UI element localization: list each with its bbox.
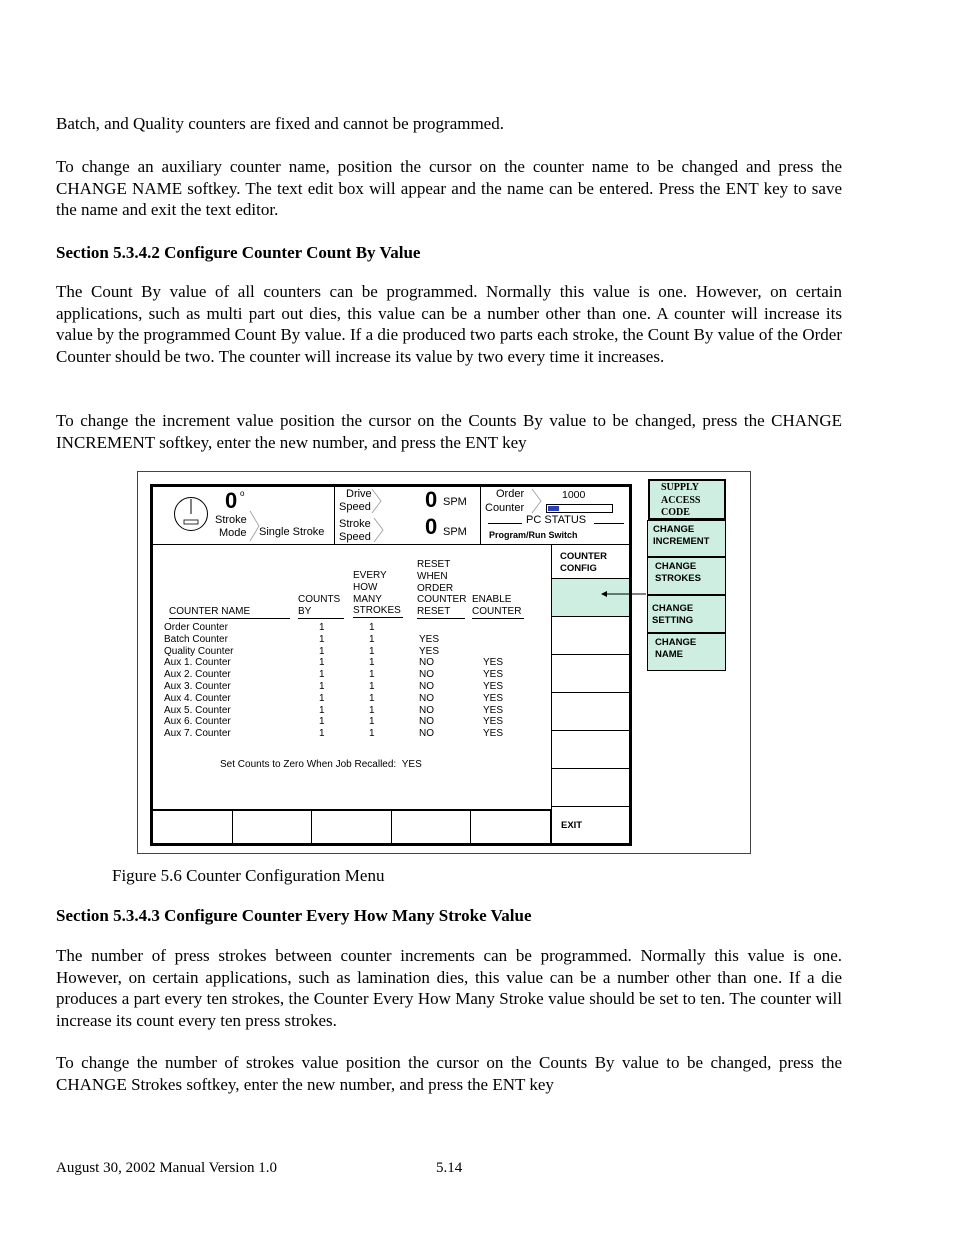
- supply-access-code-button[interactable]: [648, 479, 726, 520]
- table-cell-every: 1: [369, 728, 375, 740]
- table-cell-by: 1: [319, 692, 325, 704]
- change-name-button[interactable]: [647, 633, 726, 671]
- status-bar: [153, 487, 629, 545]
- order-progress-fill: [548, 506, 559, 511]
- table-cell-reset: NO: [419, 704, 434, 716]
- column-header-text: WHEN: [417, 570, 448, 582]
- table-cell-name[interactable]: Aux 1. Counter: [164, 657, 231, 669]
- section-heading-count-by: Section 5.3.4.2 Configure Counter Count By Value: [56, 243, 421, 262]
- table-cell-name[interactable]: Quality Counter: [164, 645, 234, 657]
- table-cell-enable: YES: [483, 728, 504, 740]
- stroke-speed-chevron: [373, 517, 385, 543]
- drive-speed-value: 0: [425, 487, 438, 512]
- table-cell-by: 1: [319, 716, 325, 728]
- drive-speed-label-2: Speed: [339, 501, 371, 513]
- table-cell-by: 1: [319, 669, 325, 681]
- table-row[interactable]: [153, 728, 551, 740]
- table-cell-by: 1: [319, 645, 325, 657]
- column-header-text: RESET: [417, 606, 451, 618]
- table-cell-every: 1: [369, 681, 375, 692]
- counter-config-title: [560, 551, 607, 574]
- table-cell-enable: YES: [483, 681, 504, 692]
- bottom-softkey-4[interactable]: [392, 811, 471, 843]
- table-cell-reset: NO: [419, 716, 434, 728]
- bottom-softkey-1[interactable]: [153, 811, 233, 843]
- table-cell-reset: NO: [419, 681, 434, 692]
- stroke-mode-label-1: Stroke: [215, 514, 247, 526]
- table-cell-by: 1: [319, 704, 325, 716]
- table-row[interactable]: [153, 716, 551, 728]
- crank-angle-value: 0: [225, 488, 238, 513]
- table-cell-every: 1: [369, 692, 375, 704]
- counter-config-title-line: COUNTER: [560, 551, 607, 562]
- column-header-text: COUNTER: [417, 594, 467, 606]
- drive-speed-label-1: Drive: [346, 488, 372, 500]
- figure-caption: Figure 5.6 Counter Configuration Menu: [112, 866, 385, 885]
- bottom-softkey-3[interactable]: [312, 811, 392, 843]
- stroke-mode-value[interactable]: Single Stroke: [259, 526, 325, 538]
- table-cell-enable: YES: [483, 704, 504, 716]
- table-cell-every: 1: [369, 657, 375, 669]
- order-counter-label-2: Counter: [485, 502, 525, 514]
- table-row[interactable]: [153, 705, 551, 717]
- table-cell-reset: NO: [419, 728, 434, 740]
- column-header-text: MANY: [353, 593, 382, 605]
- table-row[interactable]: [153, 657, 551, 669]
- table-cell-enable: YES: [483, 716, 504, 728]
- stroke-speed-value: 0: [425, 514, 438, 539]
- table-cell-every: 1: [369, 669, 375, 681]
- set-counts-value[interactable]: YES: [401, 759, 422, 770]
- softkey-label: ACCESS: [661, 494, 701, 506]
- softkey-label: STROKES: [655, 573, 701, 584]
- table-cell-name[interactable]: Batch Counter: [164, 633, 228, 645]
- pc-status-label: PC STATUS: [526, 514, 587, 526]
- stroke-speed-unit: SPM: [443, 526, 467, 538]
- table-cell-enable: YES: [483, 657, 504, 669]
- table-row[interactable]: [153, 622, 551, 634]
- drive-speed-chevron: [371, 488, 383, 514]
- order-counter-label-1: Order: [496, 488, 525, 500]
- table-cell-by: 1: [319, 633, 325, 645]
- column-header-text: HOW: [353, 581, 378, 593]
- crank-angle-unit: o: [240, 489, 245, 498]
- softkey-label: NAME: [655, 649, 683, 660]
- paragraph-count-by: The Count By value of all counters can be programmed. Normally this value is one. However, on certain applications, such as multi part out dies, this value can be a number other than one. A counter will increase its value by the programmed Count By value. If a die produced two parts each stroke, the Count By value of the Order Counter should be two. The counter will increase its value by two every time it increases.: [56, 282, 842, 366]
- stroke-speed-label-2: Speed: [339, 531, 371, 543]
- crank-dial-icon: [173, 496, 209, 532]
- column-header-reset: [417, 559, 465, 619]
- table-cell-name[interactable]: Aux 6. Counter: [164, 716, 231, 728]
- change-setting-button[interactable]: [647, 595, 726, 633]
- stroke-mode-label-2: Mode: [219, 527, 247, 539]
- order-counter-chevron: [531, 488, 543, 514]
- table-row[interactable]: [153, 646, 551, 658]
- table-cell-name[interactable]: Aux 5. Counter: [164, 704, 231, 716]
- pc-status-rule-left: [488, 523, 522, 524]
- counter-config-title-line: CONFIG: [560, 562, 597, 574]
- screen-softkey-6[interactable]: [552, 768, 629, 806]
- softkey-label: SETTING: [652, 615, 694, 626]
- table-cell-every: 1: [369, 633, 375, 645]
- change-strokes-button[interactable]: [647, 557, 726, 595]
- footer-page-number: 5.14: [436, 1160, 463, 1176]
- table-cell-enable: YES: [483, 669, 504, 681]
- table-cell-name[interactable]: Aux 7. Counter: [164, 728, 231, 740]
- table-cell-every: 1: [369, 622, 375, 633]
- pc-status-value: Program/Run Switch: [489, 530, 578, 540]
- softkey-label: CHANGE: [653, 524, 695, 535]
- screen-softkey-2[interactable]: [552, 616, 629, 654]
- paragraph-change-increment: To change the increment value position the cursor on the Counts By value to be changed, press the CHANGE INCREMENT softkey, enter the new number, and press the ENT key: [56, 411, 842, 452]
- table-cell-enable: YES: [483, 692, 504, 704]
- softkey-label: SUPPLY: [661, 482, 699, 493]
- table-cell-reset: NO: [419, 692, 434, 704]
- divider: [480, 487, 481, 544]
- column-header-text: BY: [298, 605, 312, 617]
- table-cell-every: 1: [369, 704, 375, 716]
- softkey-label: CHANGE: [655, 637, 697, 648]
- softkey-label: CODE: [661, 507, 690, 518]
- exit-button[interactable]: [552, 806, 629, 843]
- paragraph-change-name: To change an auxiliary counter name, position the cursor on the counter name to be changed and press the CHANGE NAME softkey. The text edit box will appear and the name can be entered. Press the ENT key to save the name and exit the text editor.: [56, 157, 842, 220]
- column-header-text: RESET: [417, 559, 451, 570]
- paragraph-every-how-many: The number of press strokes between counter increments can be programmed. Normally this value is one. However, on certain applications, such as lamination dies, this value can be a number other than one. If a die produces a part every ten strokes, the Counter Every How Many Stroke value should be set to ten. The counter will increase its count every ten press strokes.: [56, 946, 842, 1030]
- table-cell-name[interactable]: Aux 3. Counter: [164, 681, 231, 692]
- table-row[interactable]: [153, 669, 551, 681]
- column-header-enable: [472, 594, 524, 619]
- order-counter-value: 1000: [562, 489, 586, 501]
- set-counts-line[interactable]: [220, 759, 422, 771]
- table-cell-by: 1: [319, 657, 325, 669]
- softkey-label: CHANGE: [652, 603, 694, 614]
- table-row[interactable]: [153, 681, 551, 693]
- screen-softkey-5[interactable]: [552, 730, 629, 768]
- table-cell-name[interactable]: Aux 2. Counter: [164, 669, 231, 681]
- drive-speed-unit: SPM: [443, 496, 467, 508]
- divider: [334, 487, 335, 544]
- exit-label: EXIT: [561, 820, 583, 831]
- counter-configuration-figure: [137, 471, 751, 854]
- softkey-label: CHANGE: [655, 561, 697, 572]
- table-cell-by: 1: [319, 681, 325, 692]
- column-header-text: ENABLE: [472, 594, 512, 605]
- table-cell-every: 1: [369, 716, 375, 728]
- table-cell-name[interactable]: Aux 4. Counter: [164, 692, 231, 704]
- pc-status-rule-right: [594, 523, 624, 524]
- stroke-speed-label-1: Stroke: [339, 518, 371, 530]
- column-header-name-text: COUNTER NAME: [169, 606, 251, 617]
- column-header-text: EVERY: [353, 570, 387, 581]
- table-cell-reset: YES: [419, 633, 440, 645]
- table-row[interactable]: [153, 634, 551, 646]
- table-cell-by: 1: [319, 728, 325, 740]
- column-header-every-how-many: [353, 570, 403, 618]
- table-cell-reset: YES: [419, 645, 440, 657]
- bottom-softkey-2[interactable]: [233, 811, 312, 843]
- column-header-counts-by: [298, 594, 344, 619]
- set-counts-label: Set Counts to Zero When Job Recalled:: [220, 759, 397, 770]
- table-cell-reset: NO: [419, 657, 434, 669]
- column-header-text: COUNTER: [472, 605, 522, 617]
- column-header-text: ORDER: [417, 582, 454, 594]
- section-heading-every-how-many: Section 5.3.4.3 Configure Counter Every How Many Stroke Value: [56, 906, 532, 925]
- table-cell-name[interactable]: Order Counter: [164, 622, 228, 633]
- column-header-text: STROKES: [353, 605, 401, 617]
- bottom-softkey-5[interactable]: [471, 811, 551, 843]
- softkey-label: INCREMENT: [653, 536, 710, 547]
- table-cell-reset: NO: [419, 669, 434, 681]
- column-header-text: COUNTS: [298, 594, 341, 605]
- arrow-pointer-icon: [598, 589, 648, 599]
- screen-softkey-4[interactable]: [552, 692, 629, 730]
- counter-config-screen: [150, 484, 632, 846]
- table-row[interactable]: [153, 693, 551, 705]
- paragraph-fixed-counters: Batch, and Quality counters are fixed and cannot be programmed.: [56, 114, 504, 133]
- screen-softkey-3[interactable]: [552, 654, 629, 692]
- order-progress-bar: [546, 504, 613, 513]
- table-cell-every: 1: [369, 645, 375, 657]
- column-header-name: [169, 606, 290, 619]
- change-increment-button[interactable]: [647, 520, 726, 557]
- table-cell-by: 1: [319, 622, 325, 633]
- footer-left: August 30, 2002 Manual Version 1.0: [56, 1160, 277, 1176]
- paragraph-change-strokes: To change the number of strokes value position the cursor on the Counts By value to be changed, press the CHANGE Strokes softkey, enter the new number, and press the ENT key: [56, 1053, 842, 1094]
